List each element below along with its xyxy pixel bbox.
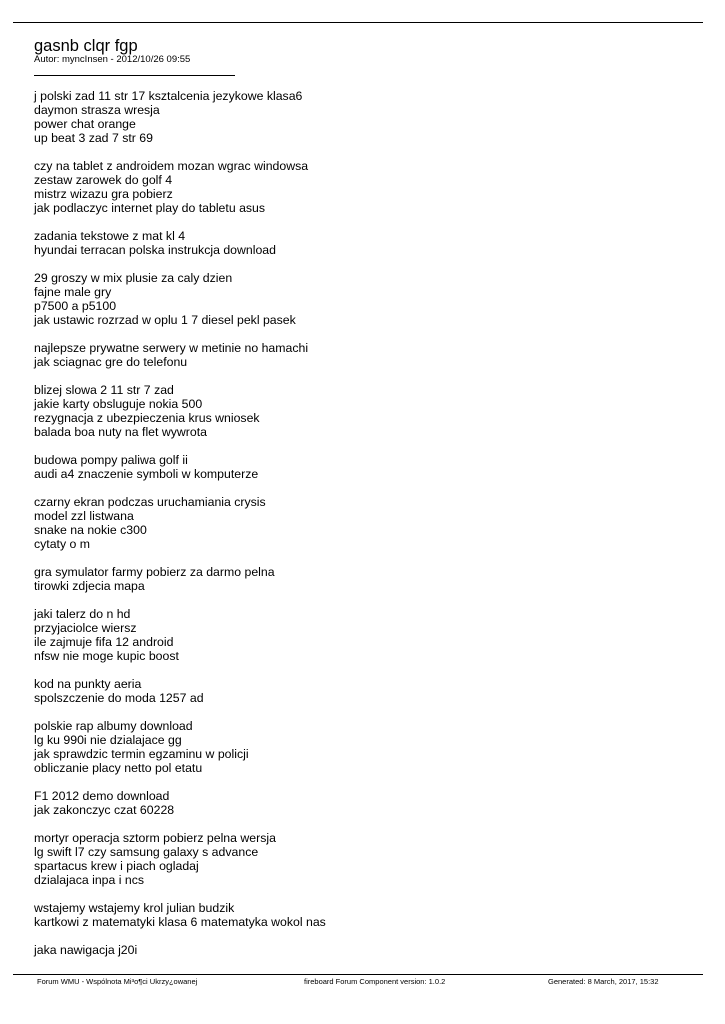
text-paragraph (34, 495, 694, 551)
text-line: zadania tekstowe z mat kl 4 (34, 229, 186, 243)
text-line: jak podlaczyc internet play do tabletu asus (34, 201, 266, 215)
text-line: F1 2012 demo download (34, 789, 170, 803)
text-paragraph (34, 789, 694, 817)
text-paragraph (34, 831, 694, 887)
text-line: dzialajaca inpa i ncs (34, 873, 145, 887)
text-paragraph (34, 943, 694, 957)
footer-generated-date: Generated: 8 March, 2017, 15:32 (548, 977, 659, 986)
text-line: jak zakonczyc czat 60228 (34, 803, 175, 817)
text-line: 29 groszy w mix plusie za caly dzien (34, 271, 233, 285)
text-line: jak ustawic rozrzad w oplu 1 7 diesel pekl pasek (34, 313, 296, 327)
footer-component-version: fireboard Forum Component version: 1.0.2 (304, 977, 446, 986)
footer-rule (13, 974, 703, 975)
text-paragraph (34, 159, 694, 215)
text-paragraph (34, 565, 694, 593)
text-line: p7500 a p5100 (34, 299, 117, 313)
text-line: spolszczenie do moda 1257 ad (34, 691, 204, 705)
text-line: jak sprawdzic termin egzaminu w policji (34, 747, 249, 761)
text-line: zestaw zarowek do golf 4 (34, 173, 173, 187)
text-line: kartkowi z matematyki klasa 6 matematyka wokol nas (34, 915, 326, 929)
text-line: cytaty o m (34, 537, 91, 551)
title-separator (34, 75, 235, 76)
text-paragraph (34, 229, 694, 257)
text-paragraph (34, 453, 694, 481)
text-line: jaka nawigacja j20i (34, 943, 138, 957)
text-line: balada boa nuty na flet wywrota (34, 425, 207, 439)
post-author-meta: Autor: myncInsen - 2012/10/26 09:55 (34, 54, 191, 65)
text-line: kod na punkty aeria (34, 677, 142, 691)
text-line: lg swift l7 czy samsung galaxy s advance (34, 845, 259, 859)
text-line: lg ku 990i nie dzialajace gg (34, 733, 182, 747)
text-line: czy na tablet z androidem mozan wgrac windowsa (34, 159, 309, 173)
text-paragraph (34, 901, 694, 929)
text-line: rezygnacja z ubezpieczenia krus wniosek (34, 411, 260, 425)
text-line: czarny ekran podczas uruchamiania crysis (34, 495, 266, 509)
text-line: blizej slowa 2 11 str 7 zad (34, 383, 174, 397)
text-line: wstajemy wstajemy krol julian budzik (34, 901, 235, 915)
footer-forum-name: Forum WMU - Wspólnota Mi³o¶ci Ukrzy¿owanej (37, 977, 198, 986)
text-line: polskie rap albumy download (34, 719, 193, 733)
text-line: hyundai terracan polska instrukcja download (34, 243, 276, 257)
text-line: mistrz wizazu gra pobierz (34, 187, 173, 201)
text-line: up beat 3 zad 7 str 69 (34, 131, 153, 145)
text-line: jakie karty obsluguje nokia 500 (34, 397, 203, 411)
text-line: spartacus krew i piach ogladaj (34, 859, 199, 873)
text-line: gra symulator farmy pobierz za darmo pelna (34, 565, 275, 579)
text-line: mortyr operacja sztorm pobierz pelna wersja (34, 831, 276, 845)
text-line: daymon strasza wresja (34, 103, 160, 117)
text-paragraph (34, 677, 694, 705)
text-line: snake na nokie c300 (34, 523, 147, 537)
text-line: ile zajmuje fifa 12 android (34, 635, 174, 649)
text-paragraph (34, 607, 694, 663)
text-line: tirowki zdjecia mapa (34, 579, 145, 593)
text-line: audi a4 znaczenie symboli w komputerze (34, 467, 259, 481)
text-line: jak sciagnac gre do telefonu (34, 355, 188, 369)
text-paragraph (34, 719, 694, 775)
text-line: najlepsze prywatne serwery w metinie no hamachi (34, 341, 309, 355)
text-paragraph (34, 89, 694, 145)
text-line: jaki talerz do n hd (34, 607, 131, 621)
text-line: budowa pompy paliwa golf ii (34, 453, 188, 467)
text-line: obliczanie placy netto pol etatu (34, 761, 203, 775)
text-line: power chat orange (34, 117, 136, 131)
text-line: przyjaciolce wiersz (34, 621, 137, 635)
top-rule (13, 22, 703, 23)
text-line: j polski zad 11 str 17 ksztalcenia jezykowe klasa6 (34, 89, 303, 103)
post-title: gasnb clqr fgp (34, 37, 138, 55)
text-paragraph (34, 341, 694, 369)
text-paragraph (34, 383, 694, 439)
text-line: fajne male gry (34, 285, 112, 299)
post-body (34, 89, 694, 971)
text-line: nfsw nie moge kupic boost (34, 649, 179, 663)
text-paragraph (34, 271, 694, 327)
text-line: model zzl listwana (34, 509, 134, 523)
